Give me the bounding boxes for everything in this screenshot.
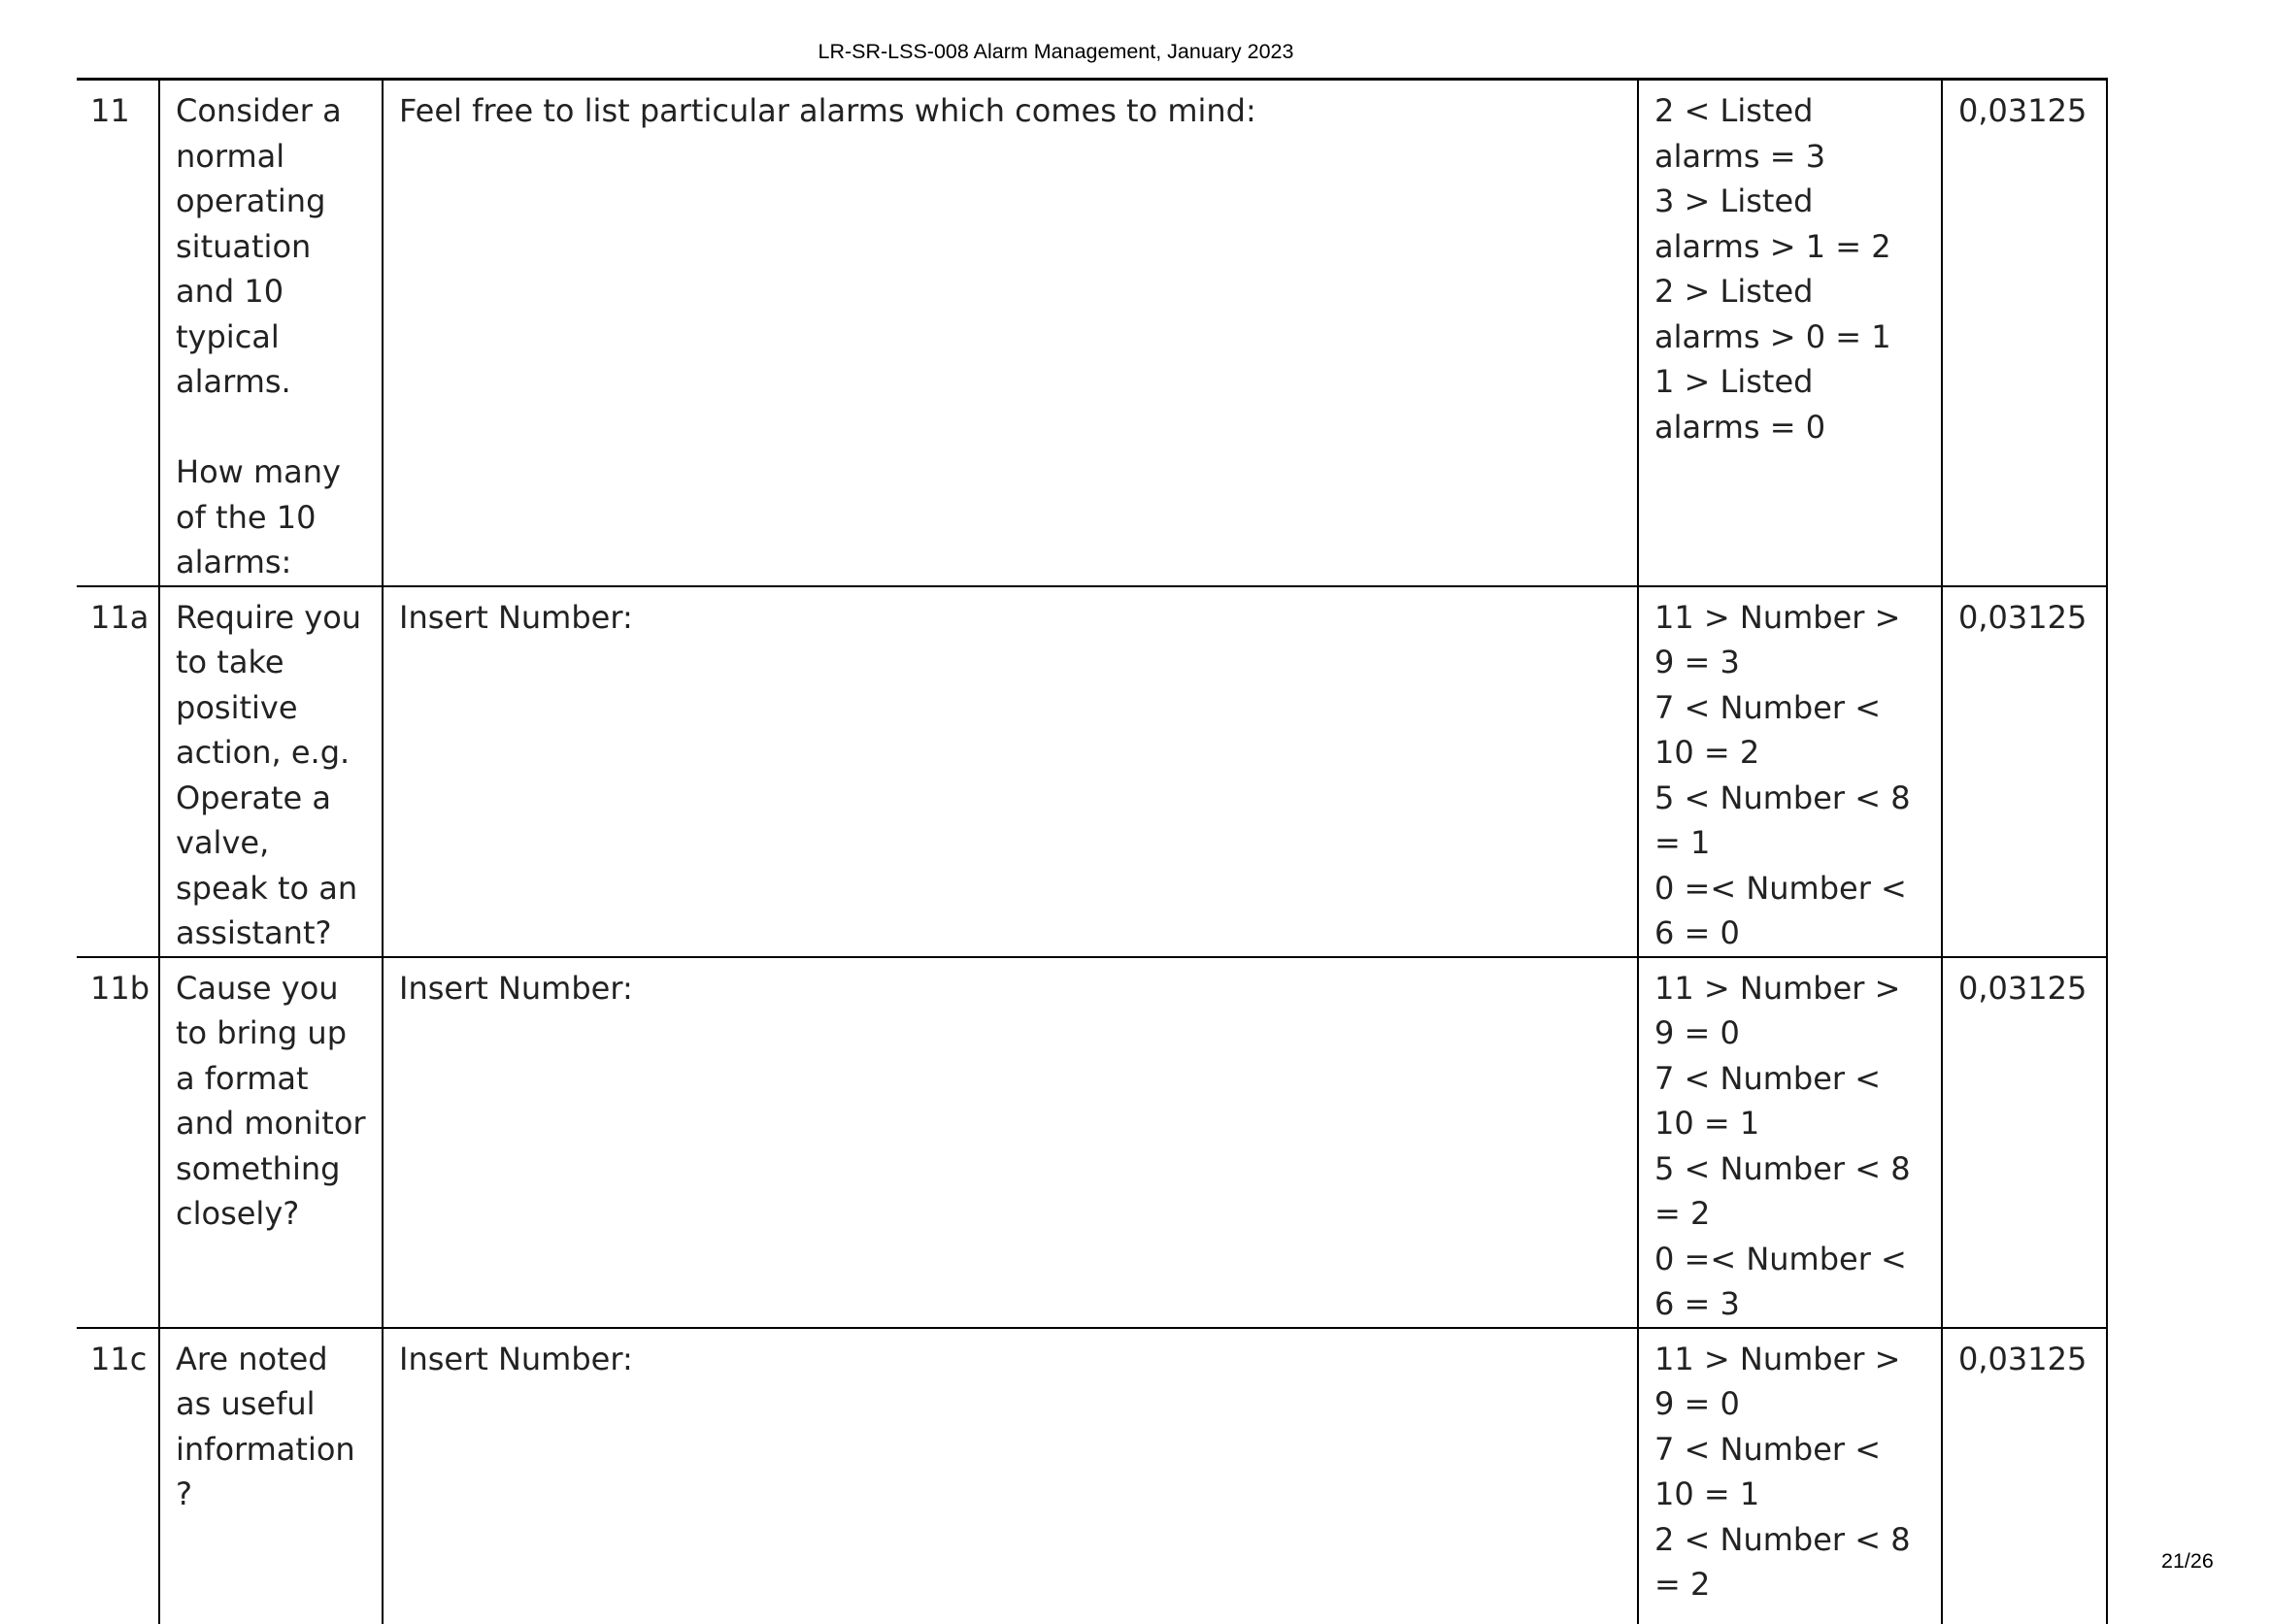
weight-value: 0,03125 xyxy=(1942,1328,2107,1624)
scoring-criteria: 11 > Number > 9 = 0 7 < Number < 10 = 1 5 < Number < 8 = 2 0 =< Number < 6 = 3 xyxy=(1638,957,1942,1328)
response-field[interactable]: Feel free to list particular alarms which comes to mind: xyxy=(383,80,1638,586)
response-field[interactable]: Insert Number: xyxy=(383,957,1638,1328)
response-field[interactable]: Insert Number: xyxy=(383,586,1638,957)
question-text: Cause you to bring up a format and monitor something closely? xyxy=(159,957,383,1328)
table-row xyxy=(77,1328,2107,1624)
scoring-criteria: 11 > Number > 9 = 3 7 < Number < 10 = 2 5 < Number < 8 = 1 0 =< Number < 6 = 0 xyxy=(1638,586,1942,957)
response-field[interactable]: Insert Number: xyxy=(383,1328,1638,1624)
table-row xyxy=(77,80,2107,586)
question-text: Require you to take positive action, e.g. Operate a valve, speak to an assistant? xyxy=(159,586,383,957)
question-id: 11 xyxy=(77,80,159,586)
weight-value: 0,03125 xyxy=(1942,957,2107,1328)
assessment-table xyxy=(77,78,2108,1624)
question-text: Are noted as useful information? xyxy=(159,1328,383,1624)
weight-value: 0,03125 xyxy=(1942,586,2107,957)
scoring-criteria: 11 > Number > 9 = 0 7 < Number < 10 = 1 2 < Number < 8 = 2 xyxy=(1638,1328,1942,1624)
table-row xyxy=(77,957,2107,1328)
question-id: 11c xyxy=(77,1328,159,1624)
question-text: Consider a normal operating situation and 10 typical alarms. How many of the 10 alarms: xyxy=(159,80,383,586)
question-id: 11a xyxy=(77,586,159,957)
page-header: LR-SR-LSS-008 Alarm Management, January 2023 xyxy=(818,40,1294,63)
question-id: 11b xyxy=(77,957,159,1328)
table-row xyxy=(77,586,2107,957)
scoring-criteria: 2 < Listed alarms = 3 3 > Listed alarms > 1 = 2 2 > Listed alarms > 0 = 1 1 > Listed alarms = 0 xyxy=(1638,80,1942,586)
page-number: 21/26 xyxy=(2161,1549,2214,1573)
weight-value: 0,03125 xyxy=(1942,80,2107,586)
